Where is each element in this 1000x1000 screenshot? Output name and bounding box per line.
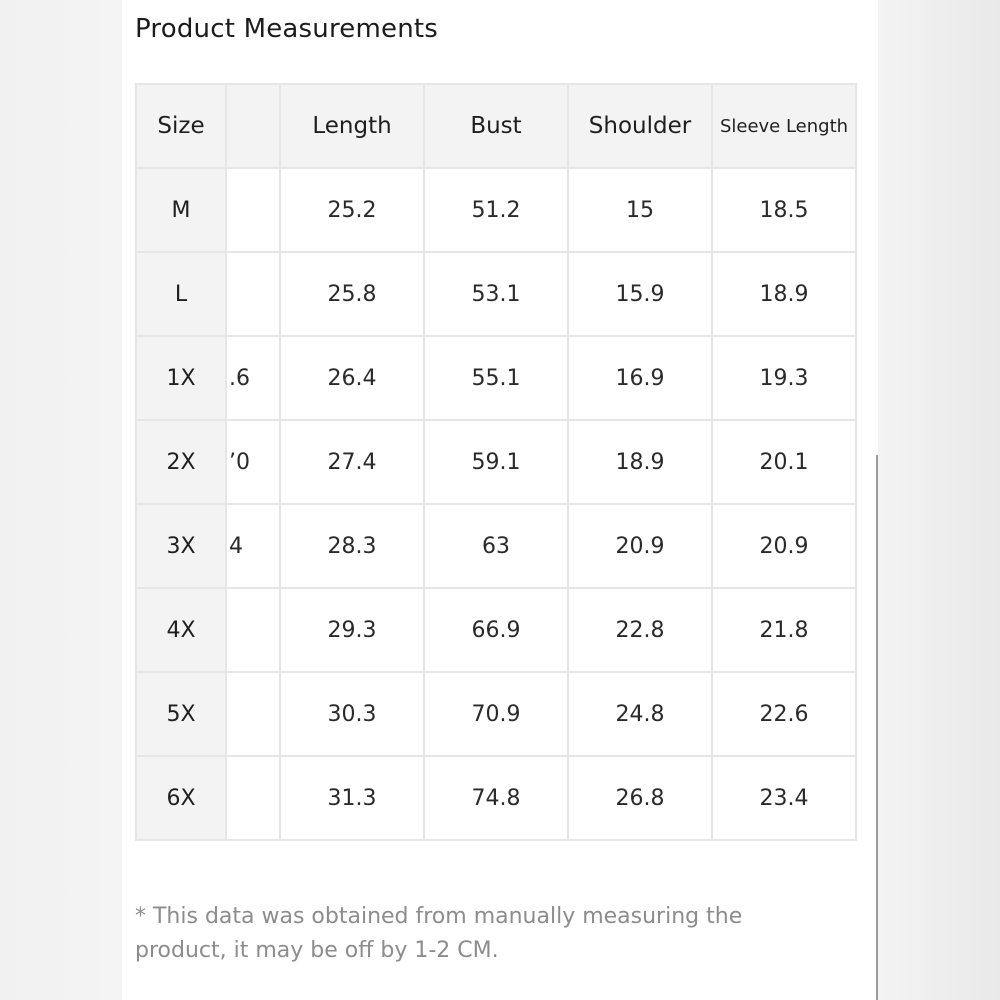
length-cell: 26.4 [280,336,424,420]
partial-cell: 4 [226,504,280,588]
size-cell: 6X [136,756,226,840]
size-cell: 4X [136,588,226,672]
table-row [136,672,856,756]
table-row [136,420,856,504]
header-length: Length [280,84,424,168]
header-bust: Bust [424,84,568,168]
sleeve-length-cell: 23.4 [712,756,856,840]
bust-cell: 74.8 [424,756,568,840]
partial-cell [226,756,280,840]
size-cell: 3X [136,504,226,588]
partial-cell: ’0 [226,420,280,504]
sleeve-length-cell: 18.5 [712,168,856,252]
partial-cell [226,252,280,336]
length-cell: 27.4 [280,420,424,504]
sleeve-length-cell: 20.9 [712,504,856,588]
sleeve-length-cell: 18.9 [712,252,856,336]
header-sleeve-length: Sleeve Length [712,84,856,168]
partial-cell: .6 [226,336,280,420]
size-cell: L [136,252,226,336]
length-cell: 28.3 [280,504,424,588]
table-row [136,252,856,336]
bust-cell: 55.1 [424,336,568,420]
bust-cell: 53.1 [424,252,568,336]
table-row [136,168,856,252]
bust-cell: 59.1 [424,420,568,504]
length-cell: 29.3 [280,588,424,672]
size-cell: 5X [136,672,226,756]
size-cell: M [136,168,226,252]
shoulder-cell: 15 [568,168,712,252]
measurements-table [135,83,857,841]
shoulder-cell: 26.8 [568,756,712,840]
header-size: Size [136,84,226,168]
sleeve-length-cell: 19.3 [712,336,856,420]
table-row [136,504,856,588]
sleeve-length-cell: 22.6 [712,672,856,756]
length-cell: 31.3 [280,756,424,840]
sleeve-length-cell: 20.1 [712,420,856,504]
partial-cell [226,168,280,252]
bust-cell: 63 [424,504,568,588]
length-cell: 25.8 [280,252,424,336]
header-shoulder: Shoulder [568,84,712,168]
table-row [136,756,856,840]
bust-cell: 70.9 [424,672,568,756]
header-blank [226,84,280,168]
shoulder-cell: 22.8 [568,588,712,672]
scrollbar-track[interactable] [876,455,878,1000]
partial-cell [226,672,280,756]
header-row [136,84,856,168]
shoulder-cell: 24.8 [568,672,712,756]
table-row [136,588,856,672]
length-cell: 25.2 [280,168,424,252]
table-row [136,336,856,420]
bust-cell: 51.2 [424,168,568,252]
length-cell: 30.3 [280,672,424,756]
size-cell: 1X [136,336,226,420]
shoulder-cell: 16.9 [568,336,712,420]
partial-cell [226,588,280,672]
footnote-disclaimer: * This data was obtained from manually measuring the product, it may be off by 1-2 CM. [135,904,743,963]
sleeve-length-cell: 21.8 [712,588,856,672]
shoulder-cell: 15.9 [568,252,712,336]
page-title: Product Measurements [135,14,439,44]
size-cell: 2X [136,420,226,504]
bust-cell: 66.9 [424,588,568,672]
shoulder-cell: 18.9 [568,420,712,504]
shoulder-cell: 20.9 [568,504,712,588]
